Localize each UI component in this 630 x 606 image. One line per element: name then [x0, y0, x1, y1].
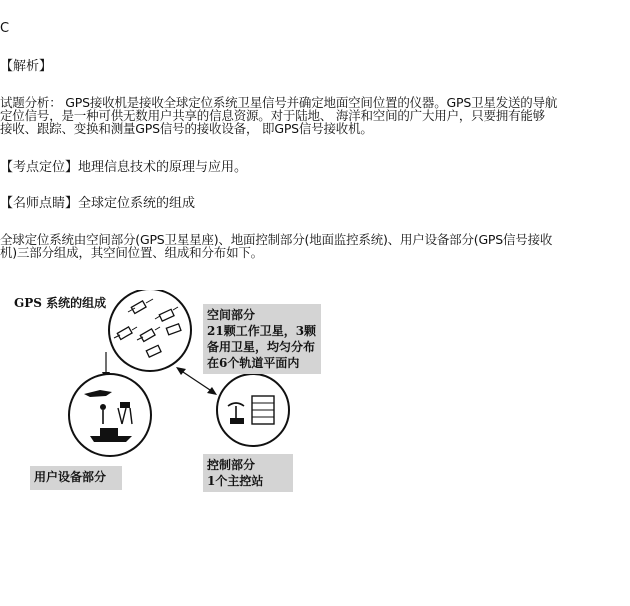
user-equipment-circle [69, 374, 151, 456]
space-box-line: 21颗工作卫星，3颗 [207, 324, 317, 338]
teacher-tip: 【名师点睛】全球定位系统的组成 [0, 196, 196, 211]
analysis-line: 试题分析： GPS接收机是接收全球定位系统卫星信号并确定地面空间位置的仪器。GPS卫星发送的导航 [0, 95, 558, 110]
user-box-label: 用户设备部分 [34, 470, 107, 484]
space-box-line: 在6个轨道平面内 [207, 356, 300, 370]
exam-point: 【考点定位】地理信息技术的原理与应用。 [0, 160, 248, 175]
diagram-title: GPS 系统的组成 [14, 296, 107, 310]
summary-paragraph [0, 233, 628, 259]
analysis-line: 定位信号，是一种可供无数用户共享的信息资源。对于陆地、 海洋和空间的广大用户，只要拥有能够 [0, 108, 545, 123]
control-box-line: 控制部分 [207, 458, 256, 472]
control-box-line: 1个主控站 [207, 474, 264, 488]
summary-line: 机)三部分组成，其空间位置、组成和分布如下。 [0, 245, 263, 260]
gps-diagram [10, 290, 328, 500]
answer-letter: C [0, 21, 10, 36]
summary-line: 全球定位系统由空间部分(GPS卫星星座)、地面控制部分(地面监控系统)、用户设备部分(GPS信号接收 [0, 232, 553, 247]
analysis-heading: 【解析】 [0, 59, 53, 74]
control-station-circle [217, 374, 289, 446]
analysis-paragraph [0, 96, 628, 135]
space-box-line: 备用卫星，均匀分布 [207, 340, 316, 354]
analysis-line: 接收、跟踪、变换和测量GPS信号的接收设备， 即GPS信号接收机。 [0, 121, 373, 136]
space-box-line: 空间部分 [207, 308, 256, 322]
control-segment-box [203, 454, 293, 492]
space-segment-box [203, 304, 321, 374]
satellite-constellation-circle [109, 290, 191, 371]
user-segment-box [30, 466, 122, 490]
